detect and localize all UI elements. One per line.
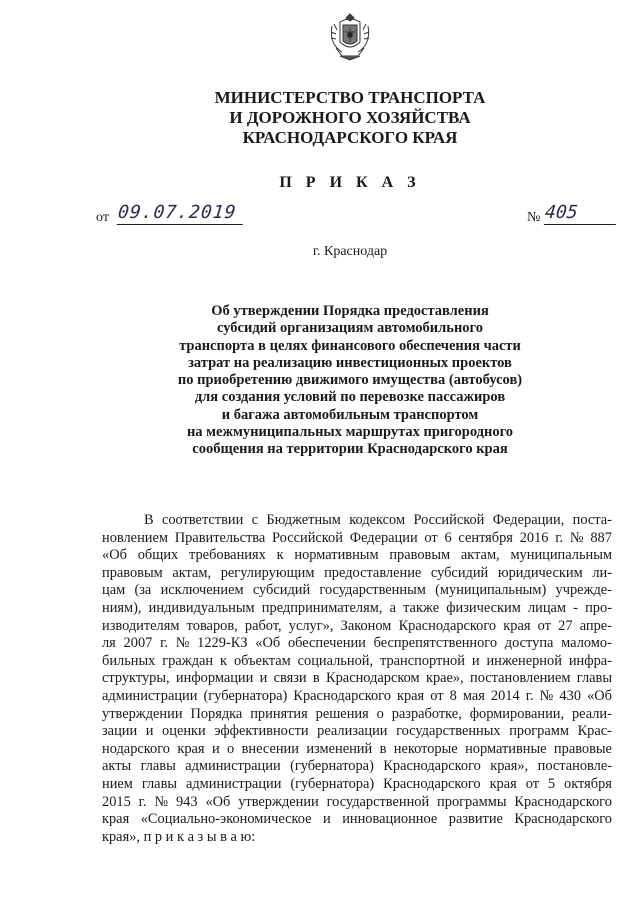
body-word: апре- [579, 617, 612, 634]
body-word: также [403, 599, 440, 616]
body-word: и [211, 740, 220, 757]
body-word: «Об [587, 687, 612, 704]
body-word: правовые [553, 740, 612, 757]
body-word: оценки [162, 723, 206, 740]
body-word: № [539, 687, 554, 704]
body-word: Краснодарского [293, 687, 391, 704]
body-word: постановле- [537, 758, 612, 775]
body-word: края [102, 811, 130, 828]
body-word: и [259, 670, 268, 687]
order-body [102, 512, 612, 846]
body-word: 887 [590, 529, 612, 546]
body-word: обеспечении [287, 635, 366, 652]
body-word: (губернатора) [203, 687, 288, 704]
body-word: программы [437, 793, 507, 810]
body-word: субсидий [252, 582, 311, 599]
body-word: администрации [185, 775, 282, 792]
body-word: лицам [527, 599, 567, 616]
body-word: нием [102, 775, 133, 792]
body-word: 2015 [102, 793, 131, 810]
body-word: объектам [233, 652, 291, 669]
body-word: актам, [172, 564, 212, 581]
body-word: предоставление [324, 564, 422, 581]
body-word: ли- [592, 564, 612, 581]
body-line [102, 811, 612, 829]
body-word: 2007 [123, 635, 153, 652]
body-line [102, 723, 612, 741]
body-word: разработке, [391, 705, 462, 722]
body-word: и [145, 723, 154, 740]
body-word: 5 [547, 775, 556, 792]
body-word: утверждении [102, 705, 183, 722]
body-word: Краснодарского [383, 775, 481, 792]
body-word: сентября [458, 529, 513, 546]
body-word: акты [102, 758, 132, 775]
body-word: края [503, 617, 531, 634]
body-word: администрации [102, 687, 198, 704]
title-line: транспорта в целях финансового обеспечения части [179, 337, 521, 354]
body-word: поста- [572, 512, 612, 528]
body-word: внесении [241, 740, 299, 757]
body-line [102, 530, 612, 548]
body-word: «Социально-экономическое [140, 811, 312, 828]
body-word: требованиях [189, 547, 266, 564]
body-word: ниям), [102, 599, 142, 616]
title-line: затрат на реализацию инвестиционных проектов [188, 354, 512, 371]
body-word: Крас- [577, 723, 612, 740]
body-word: к [276, 547, 284, 564]
body-word: Краснодарском [326, 670, 420, 687]
ministry-line-1: МИНИСТЕРСТВО ТРАНСПОРТА [214, 88, 486, 107]
body-word: г. [555, 529, 564, 546]
body-word: мая [462, 687, 485, 704]
body-word: связи [273, 670, 307, 687]
body-word: а [389, 599, 396, 616]
body-line [102, 758, 612, 776]
body-word: к [220, 652, 228, 669]
body-word: работ, [244, 617, 282, 634]
body-word: октября [564, 775, 612, 792]
body-word: главы [141, 775, 178, 792]
body-word: 8 [449, 687, 457, 704]
date-label: от [96, 210, 109, 225]
body-word: государственной [326, 793, 430, 810]
body-word: формировании, [469, 705, 565, 722]
body-line [102, 512, 612, 530]
body-word: № [175, 635, 190, 652]
body-word: г. [525, 687, 534, 704]
body-line [102, 565, 612, 583]
body-word: юридическим [497, 564, 583, 581]
body-word: нодарского [102, 740, 170, 757]
body-word: Краснодарского [514, 793, 612, 810]
title-line: и багажа автомобильным транспортом [221, 406, 479, 423]
body-word: решения [315, 705, 369, 722]
body-line [102, 688, 612, 706]
body-word: зации [102, 723, 138, 740]
number-label: № [527, 210, 541, 225]
body-word: от [424, 529, 438, 546]
body-word: кодексом [349, 512, 406, 528]
body-word: 2014 [490, 687, 520, 704]
body-word: общих [137, 547, 179, 564]
body-word: новлением [102, 529, 168, 546]
body-word: учрежде- [555, 582, 612, 599]
body-word: реализации [317, 723, 388, 740]
body-word: цам [102, 582, 126, 599]
body-word: Законом [340, 617, 392, 634]
body-word: - [573, 599, 578, 616]
body-word: 27 [558, 617, 573, 634]
body-word: Российской [272, 529, 343, 546]
body-word: 6 [444, 529, 452, 546]
body-word: правовым [102, 564, 163, 581]
body-word: развитие [448, 811, 503, 828]
body-word: беспрепятственного [373, 635, 498, 652]
body-word: эффективности [214, 723, 309, 740]
body-word: постановлением [470, 670, 571, 687]
body-line [102, 670, 612, 688]
body-word: регулирующим [220, 564, 315, 581]
body-word: 2016 [519, 529, 549, 546]
body-word: правовым [389, 547, 451, 564]
body-line: края», п р и к а з ы в а ю: [102, 828, 256, 845]
body-line [102, 653, 612, 671]
number-value: 405 [544, 202, 618, 225]
coat-of-arms-icon [328, 12, 372, 62]
body-word: (губернатора) [290, 775, 375, 792]
document-type: П Р И К А З [279, 174, 421, 191]
body-word: главы [140, 758, 176, 775]
body-word: о [376, 705, 384, 722]
body-word: Российской [413, 512, 485, 528]
body-word: в [312, 670, 320, 687]
body-word: Правительства [174, 529, 266, 546]
body-line [102, 741, 612, 759]
body-word: муниципальным [510, 547, 612, 564]
body-line [102, 706, 612, 724]
body-word: Порядка [190, 705, 243, 722]
body-line [102, 635, 612, 653]
ministry-heading [0, 88, 640, 148]
body-word: крае», [425, 670, 464, 687]
body-word: принятия [250, 705, 308, 722]
body-word: маломо- [561, 635, 612, 652]
title-line: Об утверждении Порядка предоставления [211, 303, 489, 319]
body-word: «Об [255, 635, 281, 652]
body-word: главы [576, 670, 612, 687]
body-word: и [471, 652, 480, 669]
order-title [0, 303, 640, 459]
body-word: граждан [162, 652, 214, 669]
body-word: (муниципальным) [435, 582, 547, 599]
body-word: государственных [396, 723, 501, 740]
body-word: края [396, 687, 425, 704]
body-word: нормативные [465, 740, 547, 757]
body-word: г. [160, 635, 168, 652]
body-line [102, 582, 612, 600]
body-word: предпринимателям, [261, 599, 383, 616]
body-word: Краснодарского [398, 617, 497, 634]
ministry-line-3: КРАСНОДАРСКОГО КРАЯ [242, 128, 458, 147]
body-word: нормативным [294, 547, 379, 564]
body-word: от [430, 687, 444, 704]
body-word: программ [509, 723, 569, 740]
body-word: Федерации, [492, 512, 565, 528]
title-line: для создания условий по перевозке пассажиров [194, 389, 506, 406]
body-word: с [251, 512, 259, 528]
date-value: 09.07.2019 [117, 202, 245, 225]
body-word: структуры, [102, 670, 170, 687]
ministry-line-2: И ДОРОЖНОГО ХОЗЯЙСТВА [229, 108, 471, 127]
body-word: про- [585, 599, 612, 616]
body-word: края [177, 740, 205, 757]
body-line [102, 776, 612, 794]
body-word: № [569, 529, 584, 546]
city-line: г. Краснодар [312, 244, 388, 259]
body-word: (губернатора) [290, 758, 374, 775]
body-word: ля [102, 635, 116, 652]
body-word: некоторые [393, 740, 458, 757]
body-word: инфра- [568, 652, 612, 669]
body-word: социальной, [297, 652, 374, 669]
body-word: изводителям [102, 617, 180, 634]
body-word: и [323, 811, 331, 828]
body-word: № [154, 793, 169, 810]
body-line [102, 547, 612, 565]
body-word: Бюджетным [266, 512, 341, 528]
body-word: услуг», [288, 617, 334, 634]
body-word: края [489, 775, 517, 792]
body-word: в [379, 740, 387, 757]
body-word: инновационное [342, 811, 438, 828]
body-word: Краснодарского [383, 758, 481, 775]
body-word: государственным [319, 582, 426, 599]
body-word: бильных [102, 652, 156, 669]
body-word: 943 [175, 793, 198, 810]
body-word: индивидуальным [148, 599, 255, 616]
body-word: В [144, 512, 154, 528]
body-word: доступа [504, 635, 554, 652]
title-line: субсидий организациям автомобильного [216, 320, 484, 337]
body-word: Краснодарского [514, 811, 612, 828]
body-word: субсидий [430, 564, 489, 581]
body-word: «Об [102, 547, 127, 564]
body-word: края», [490, 758, 529, 775]
title-line: на межмуниципальных маршрутах пригородного [186, 424, 514, 441]
body-word: инженерной [486, 652, 562, 669]
body-word: «Об [205, 793, 231, 810]
body-word: администрации [185, 758, 281, 775]
body-word: транспортной [380, 652, 465, 669]
body-word: г. [138, 793, 147, 810]
body-word: от [537, 617, 551, 634]
body-word: информации [175, 670, 254, 687]
body-word: реали- [571, 705, 612, 722]
body-line [102, 618, 612, 636]
body-word: соответствии [161, 512, 244, 528]
body-word: актам, [460, 547, 500, 564]
body-word: физическим [446, 599, 521, 616]
body-word: о [227, 740, 235, 757]
body-word: (за [134, 582, 152, 599]
body-word: Федерации [349, 529, 418, 546]
body-word: товаров, [186, 617, 238, 634]
title-line: по приобретению движимого имущества (автобусов) [177, 372, 523, 389]
body-line [102, 794, 612, 812]
body-word: 430 [559, 687, 582, 704]
body-word: утверждении [238, 793, 319, 810]
body-line [102, 600, 612, 618]
body-word: 1229-КЗ [197, 635, 248, 652]
body-word: изменений [306, 740, 373, 757]
title-line: сообщения на территории Краснодарского края [192, 441, 508, 458]
body-word: исключением [160, 582, 244, 599]
body-word: от [525, 775, 539, 792]
